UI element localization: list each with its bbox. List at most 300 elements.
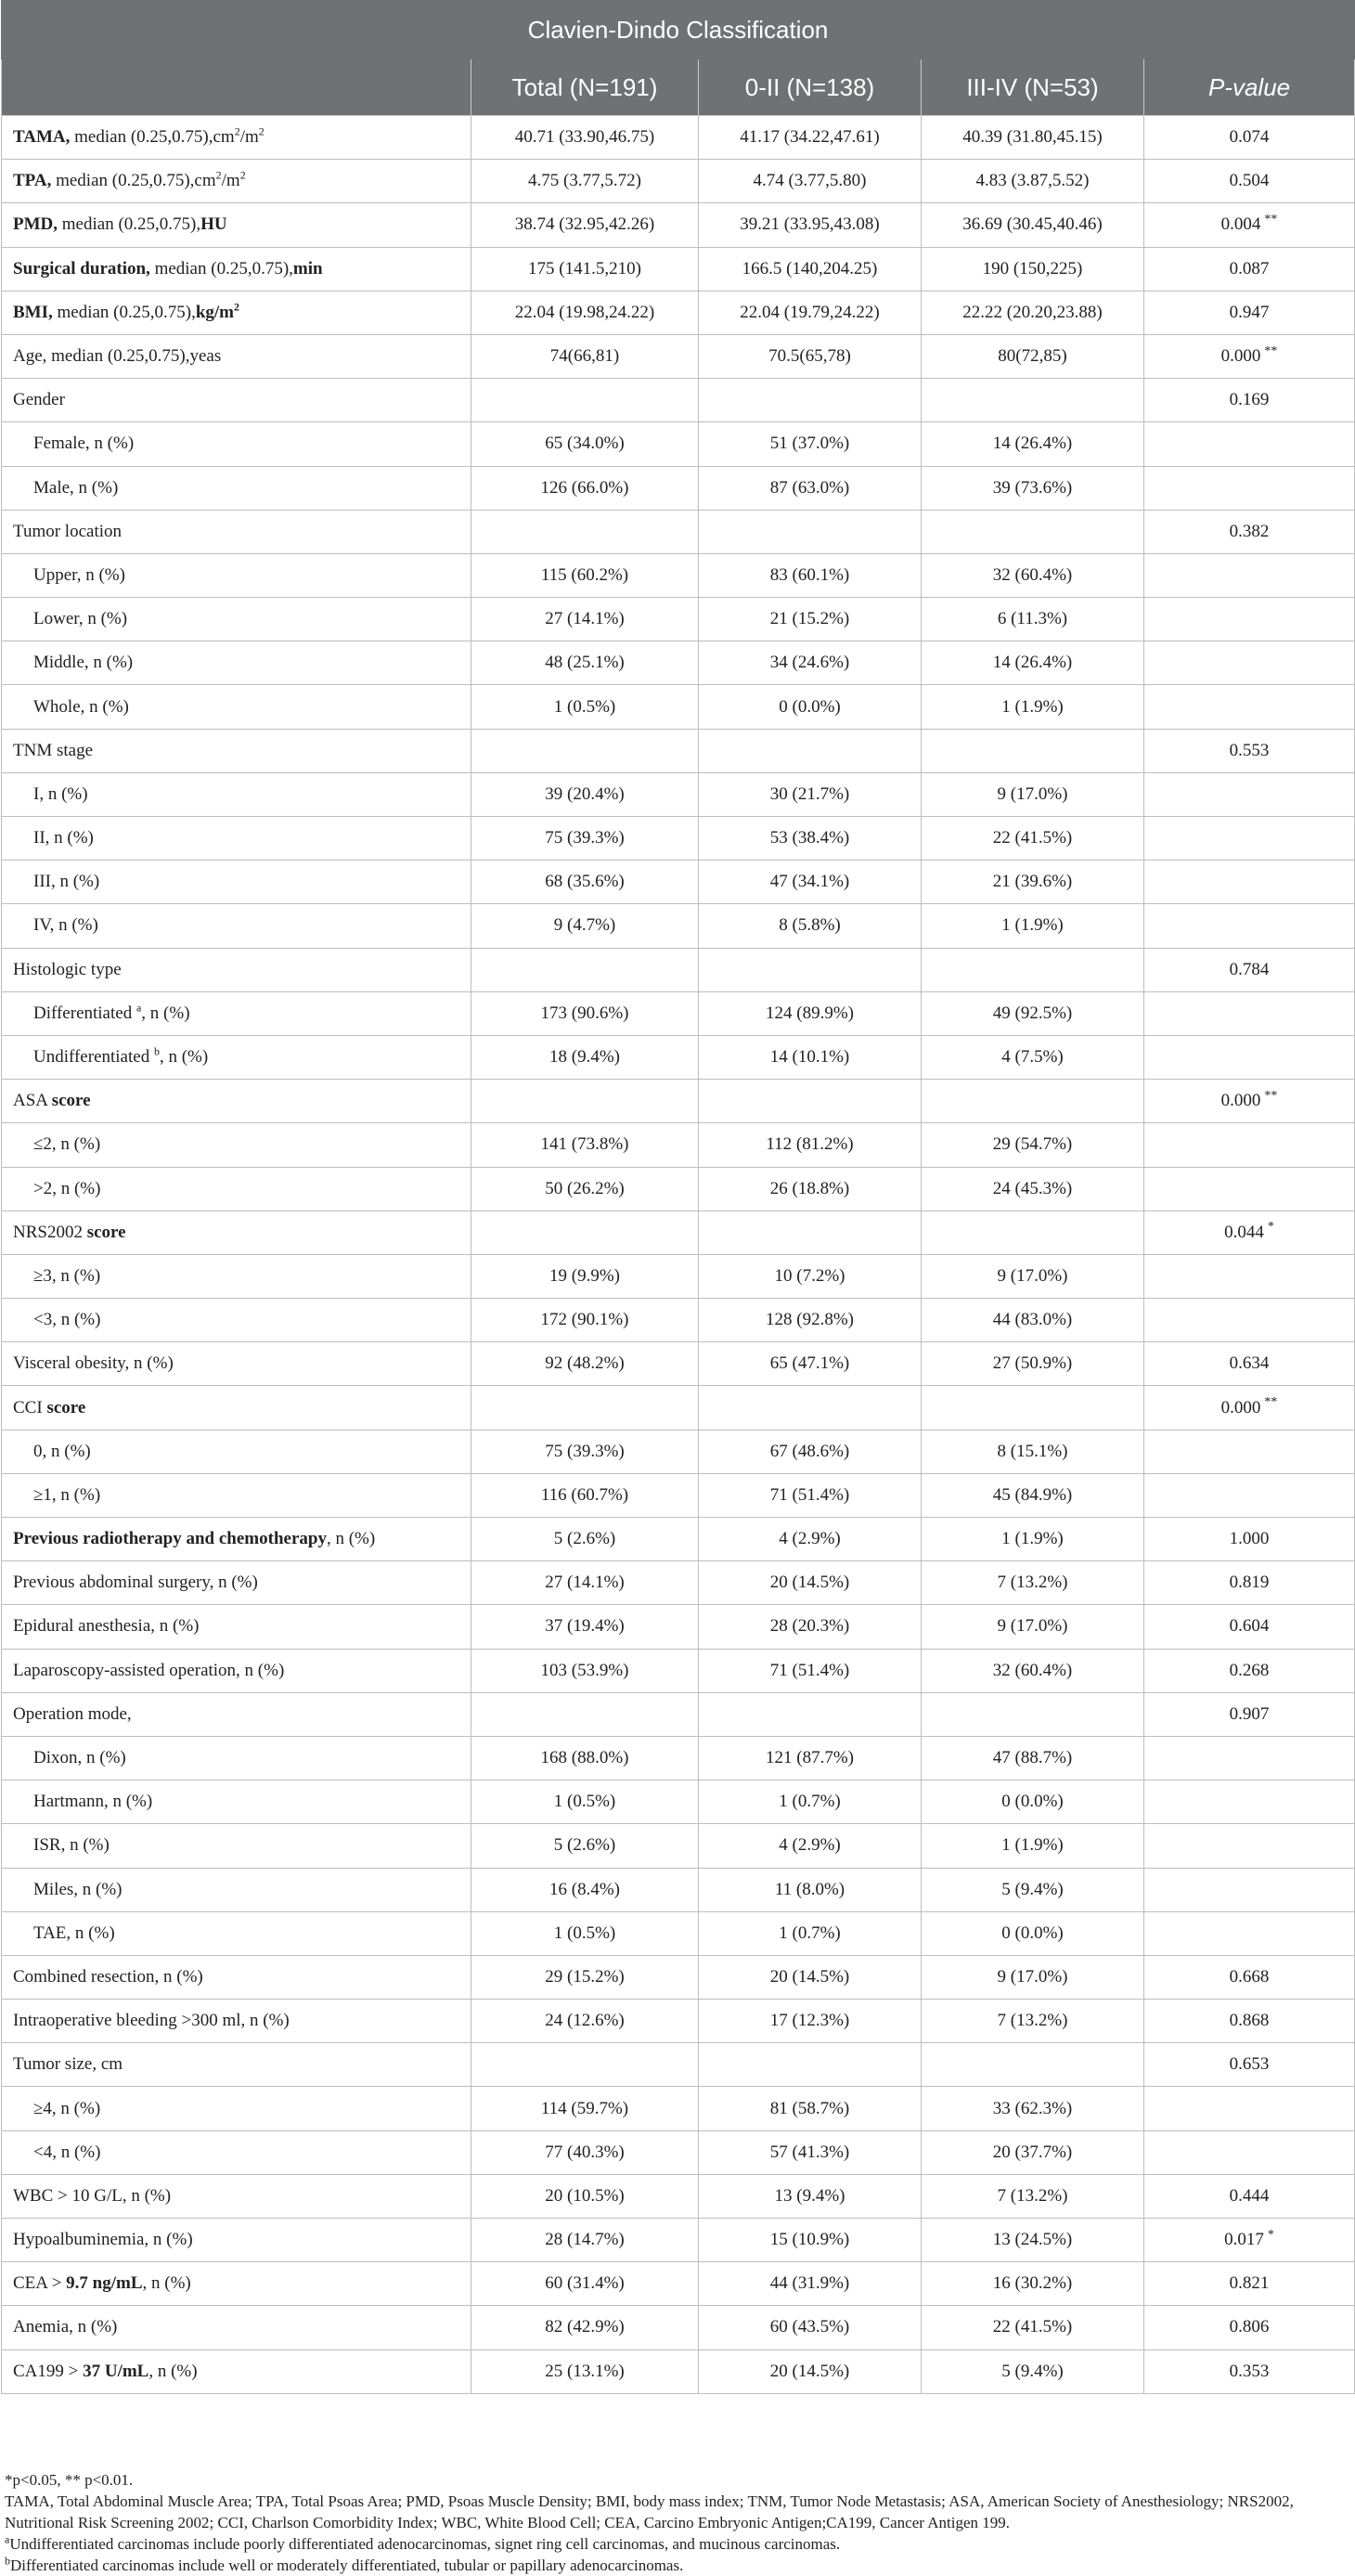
table-row: [2, 685, 1355, 729]
cell-grade-iii-iv: 4 (7.5%): [922, 1035, 1144, 1079]
label-text: 9.7 ng/mL: [66, 2273, 143, 2294]
cell-grade-0-ii: 71 (51.4%): [699, 1473, 922, 1517]
cell-grade-iii-iv: 21 (39.6%): [922, 861, 1144, 904]
cell-p-value: [1144, 1299, 1355, 1342]
p-value-text: 0.000: [1220, 346, 1261, 367]
cell-grade-0-ii: 1 (0.7%): [699, 1911, 922, 1955]
label-text: Hartmann, n (%): [33, 1792, 153, 1812]
cell-p-value: [1144, 2219, 1355, 2262]
cell-grade-iii-iv: 32 (60.4%): [922, 1649, 1144, 1692]
table-row: [2, 291, 1355, 334]
table-row: [2, 2349, 1355, 2393]
cell-p-value: [1144, 466, 1355, 510]
cell-total: 5 (2.6%): [471, 1518, 699, 1561]
label-text: /m: [221, 171, 240, 191]
cell-p-value: [1144, 422, 1355, 466]
cell-p-value: [1144, 553, 1355, 597]
cell-p-value: [1144, 1605, 1355, 1649]
label-text: Epidural anesthesia, n (%): [13, 1616, 200, 1637]
column-header-p-value: P-value: [1144, 59, 1355, 116]
cell-grade-0-ii: 83 (60.1%): [699, 553, 922, 597]
row-label: [2, 1518, 471, 1561]
row-label: [2, 116, 471, 160]
cell-p-value: [1144, 1911, 1355, 1955]
label-text: TNM stage: [13, 740, 94, 760]
table-row: [2, 729, 1355, 772]
cell-total: [471, 948, 699, 991]
p-value-text: 0.382: [1229, 521, 1270, 541]
cell-grade-0-ii: 17 (12.3%): [699, 2000, 922, 2043]
table-row: [2, 1824, 1355, 1868]
cell-grade-iii-iv: 22.22 (20.20,23.88): [922, 291, 1144, 334]
cell-total: 175 (141.5,210): [471, 247, 699, 291]
row-label: [2, 904, 471, 948]
cell-grade-0-ii: 1 (0.7%): [699, 1780, 922, 1824]
row-label: [2, 685, 471, 729]
label-text: Gender: [13, 390, 65, 410]
p-value-text: 0.044: [1224, 1222, 1264, 1242]
cell-p-value: [1144, 203, 1355, 247]
label-text: , n (%): [326, 1529, 376, 1549]
table-row: [2, 1299, 1355, 1342]
row-label: [2, 1868, 471, 1911]
column-header-grade-iii-iv: III-IV (N=53): [922, 59, 1144, 116]
cell-grade-iii-iv: 47 (88.7%): [922, 1736, 1144, 1780]
significance-marker: **: [1264, 1088, 1278, 1103]
cell-p-value: [1144, 116, 1355, 160]
significance-marker: **: [1264, 213, 1278, 227]
p-value-text: 0.000: [1220, 1091, 1261, 1111]
table-row: [2, 1868, 1355, 1911]
cell-grade-0-ii: 65 (47.1%): [699, 1342, 922, 1386]
p-value-text: 0.353: [1229, 2361, 1270, 2381]
cell-p-value: [1144, 685, 1355, 729]
table-row: [2, 334, 1355, 378]
row-label: [2, 948, 471, 991]
cell-grade-iii-iv: 7 (13.2%): [922, 1561, 1144, 1605]
cell-grade-iii-iv: [922, 948, 1144, 991]
label-text: Operation mode,: [13, 1703, 132, 1724]
cell-total: 82 (42.9%): [471, 2306, 699, 2349]
cell-grade-iii-iv: [922, 729, 1144, 772]
cell-p-value: [1144, 510, 1355, 553]
label-text: ≥3, n (%): [33, 1265, 101, 1286]
table-row: [2, 116, 1355, 160]
p-value-text: 0.653: [1229, 2054, 1270, 2075]
cell-p-value: [1144, 1254, 1355, 1298]
label-text: Histologic type: [13, 959, 122, 979]
table-row: [2, 2087, 1355, 2130]
p-value-text: 0.947: [1229, 302, 1270, 322]
label-text: ISR, n (%): [33, 1835, 110, 1856]
cell-grade-0-ii: 21 (15.2%): [699, 598, 922, 641]
cell-grade-iii-iv: 39 (73.6%): [922, 466, 1144, 510]
cell-grade-iii-iv: 13 (24.5%): [922, 2219, 1144, 2262]
cell-total: 48 (25.1%): [471, 641, 699, 685]
cell-grade-0-ii: 4 (2.9%): [699, 1518, 922, 1561]
table-row: [2, 1605, 1355, 1649]
cell-grade-iii-iv: 36.69 (30.45,40.46): [922, 203, 1144, 247]
label-text: median (0.25,0.75),cm: [51, 171, 216, 191]
cell-total: 24 (12.6%): [471, 2000, 699, 2043]
cell-p-value: [1144, 1561, 1355, 1605]
cell-grade-0-ii: 22.04 (19.79,24.22): [699, 291, 922, 334]
cell-p-value: [1144, 247, 1355, 291]
cell-total: 126 (66.0%): [471, 466, 699, 510]
label-text: Age, median (0.25,0.75),yeas: [13, 346, 222, 367]
label-text: score: [46, 1397, 86, 1417]
row-label: [2, 1123, 471, 1167]
cell-grade-iii-iv: [922, 1210, 1144, 1254]
cell-total: 27 (14.1%): [471, 598, 699, 641]
clinical-table-figure: [1, 0, 1354, 2574]
label-superscript: a: [136, 1001, 142, 1015]
cell-grade-iii-iv: 33 (62.3%): [922, 2087, 1144, 2130]
cell-total: 173 (90.6%): [471, 991, 699, 1035]
footnote-b: $^b$Differentiated carcinomas include well or moderately differentiated, tubular or papillary adenocarcinomas.: [5, 2554, 684, 2574]
table-row: [2, 466, 1355, 510]
cell-total: 40.71 (33.90,46.75): [471, 116, 699, 160]
cell-grade-iii-iv: 29 (54.7%): [922, 1123, 1144, 1167]
cell-grade-iii-iv: 9 (17.0%): [922, 1605, 1144, 1649]
cell-grade-0-ii: [699, 948, 922, 991]
label-text: Intraoperative bleeding >300 ml, n (%): [13, 2011, 290, 2031]
label-text: Dixon, n (%): [33, 1748, 126, 1768]
row-label: [2, 2349, 471, 2393]
table-row: [2, 1780, 1355, 1824]
cell-total: 38.74 (32.95,42.26): [471, 203, 699, 247]
table-row: [2, 203, 1355, 247]
table-row: [2, 1911, 1355, 1955]
cell-grade-0-ii: 34 (24.6%): [699, 641, 922, 685]
cell-grade-iii-iv: 0 (0.0%): [922, 1911, 1144, 1955]
cell-p-value: [1144, 598, 1355, 641]
row-label: [2, 2219, 471, 2262]
cell-p-value: [1144, 2130, 1355, 2174]
cell-grade-0-ii: [699, 379, 922, 422]
table-row: [2, 861, 1355, 904]
label-text: Male, n (%): [33, 477, 119, 498]
row-label: [2, 553, 471, 597]
table-row: [2, 817, 1355, 861]
label-superscript: 2: [258, 124, 265, 138]
label-text: Tumor location: [13, 521, 122, 541]
p-value-text: 0.604: [1229, 1616, 1270, 1637]
cell-grade-iii-iv: 7 (13.2%): [922, 2000, 1144, 2043]
table-row: [2, 2043, 1355, 2087]
cell-total: 116 (60.7%): [471, 1473, 699, 1517]
label-text: PMD,: [13, 214, 58, 235]
cell-p-value: [1144, 1123, 1355, 1167]
cell-grade-iii-iv: 5 (9.4%): [922, 2349, 1144, 2393]
cell-grade-iii-iv: 49 (92.5%): [922, 991, 1144, 1035]
cell-grade-0-ii: 13 (9.4%): [699, 2174, 922, 2218]
cell-grade-0-ii: 8 (5.8%): [699, 904, 922, 948]
cell-grade-iii-iv: 80(72,85): [922, 334, 1144, 378]
row-label: [2, 1080, 471, 1123]
cell-p-value: [1144, 1430, 1355, 1473]
cell-p-value: [1144, 1868, 1355, 1911]
table-row: [2, 1035, 1355, 1079]
row-label: [2, 203, 471, 247]
table-row: [2, 553, 1355, 597]
label-superscript: b: [153, 1044, 160, 1058]
label-text: Miles, n (%): [33, 1879, 123, 1899]
cell-grade-0-ii: 44 (31.9%): [699, 2262, 922, 2306]
cell-grade-0-ii: 41.17 (34.22,47.61): [699, 116, 922, 160]
table-row: [2, 1080, 1355, 1123]
label-text: Hypoalbuminemia, n (%): [13, 2230, 193, 2250]
cell-grade-iii-iv: 0 (0.0%): [922, 1780, 1144, 1824]
row-label: [2, 1692, 471, 1736]
table-row: [2, 1518, 1355, 1561]
label-text: Tumor size, cm: [13, 2054, 123, 2075]
p-value-text: 0.074: [1229, 127, 1270, 148]
cell-total: 5 (2.6%): [471, 1824, 699, 1868]
table-row: [2, 2130, 1355, 2174]
cell-grade-iii-iv: 7 (13.2%): [922, 2174, 1144, 2218]
p-value-text: 0.868: [1229, 2011, 1270, 2031]
cell-grade-iii-iv: 4.83 (3.87,5.52): [922, 160, 1144, 203]
column-header-label: [2, 59, 471, 116]
label-text: HU: [200, 214, 227, 235]
cell-p-value: [1144, 817, 1355, 861]
cell-grade-iii-iv: 1 (1.9%): [922, 904, 1144, 948]
label-text: median (0.25,0.75),: [58, 214, 201, 235]
cell-total: 141 (73.8%): [471, 1123, 699, 1167]
cell-grade-iii-iv: [922, 1692, 1144, 1736]
cell-grade-0-ii: 112 (81.2%): [699, 1123, 922, 1167]
table-row: [2, 1649, 1355, 1692]
label-text: III, n (%): [33, 872, 100, 892]
significance-marker: *: [1267, 1220, 1274, 1235]
footnote-a: $^a$Undifferentiated carcinomas include poorly differentiated adenocarcinomas, signet ring cell carcinomas, and mucinous carcinomas.: [5, 2532, 841, 2553]
cell-total: 1 (0.5%): [471, 1911, 699, 1955]
row-label: [2, 247, 471, 291]
cell-grade-iii-iv: [922, 2043, 1144, 2087]
cell-p-value: [1144, 1167, 1355, 1210]
label-text: , n (%): [142, 2273, 191, 2294]
cell-grade-0-ii: [699, 2043, 922, 2087]
table-body: [2, 116, 1355, 2394]
table-row: [2, 598, 1355, 641]
cell-grade-iii-iv: [922, 379, 1144, 422]
cell-total: 1 (0.5%): [471, 1780, 699, 1824]
cell-total: 50 (26.2%): [471, 1167, 699, 1210]
cell-p-value: [1144, 2043, 1355, 2087]
cell-grade-iii-iv: 27 (50.9%): [922, 1342, 1144, 1386]
row-label: [2, 641, 471, 685]
row-label: [2, 2130, 471, 2174]
row-label: [2, 1299, 471, 1342]
cell-p-value: [1144, 291, 1355, 334]
cell-grade-0-ii: [699, 510, 922, 553]
table-row: [2, 1736, 1355, 1780]
row-label: [2, 1605, 471, 1649]
label-text: median (0.25,0.75),: [149, 258, 293, 278]
label-superscript: 2: [234, 300, 240, 314]
cell-total: 68 (35.6%): [471, 861, 699, 904]
cell-total: [471, 510, 699, 553]
cell-grade-0-ii: 14 (10.1%): [699, 1035, 922, 1079]
cell-total: 168 (88.0%): [471, 1736, 699, 1780]
p-value-text: 0.907: [1229, 1703, 1270, 1724]
cell-p-value: [1144, 1386, 1355, 1430]
row-label: [2, 2043, 471, 2087]
cell-p-value: [1144, 991, 1355, 1035]
cell-grade-iii-iv: 40.39 (31.80,45.15): [922, 116, 1144, 160]
p-value-text: 0.444: [1229, 2185, 1270, 2206]
row-label: [2, 2087, 471, 2130]
cell-total: 1 (0.5%): [471, 685, 699, 729]
label-superscript: 2: [239, 168, 246, 182]
label-text: Previous abdominal surgery, n (%): [13, 1573, 258, 1593]
table-row: [2, 2306, 1355, 2349]
cell-grade-0-ii: 121 (87.7%): [699, 1736, 922, 1780]
row-label: [2, 729, 471, 772]
row-label: [2, 1254, 471, 1298]
cell-grade-0-ii: 128 (92.8%): [699, 1299, 922, 1342]
cell-total: 65 (34.0%): [471, 422, 699, 466]
cell-grade-0-ii: 11 (8.0%): [699, 1868, 922, 1911]
cell-total: 16 (8.4%): [471, 1868, 699, 1911]
label-text: ≥1, n (%): [33, 1484, 101, 1505]
cell-p-value: [1144, 1342, 1355, 1386]
table-row: [2, 641, 1355, 685]
cell-grade-0-ii: 20 (14.5%): [699, 2349, 922, 2393]
cell-grade-0-ii: 47 (34.1%): [699, 861, 922, 904]
p-value-text: 0.806: [1229, 2317, 1270, 2337]
label-text: min: [292, 258, 323, 278]
p-value-text: 0.668: [1229, 1966, 1270, 1987]
cell-p-value: [1144, 160, 1355, 203]
p-value-text: 0.004: [1220, 214, 1261, 235]
clavien-dindo-table: [1, 0, 1355, 2394]
row-label: [2, 1430, 471, 1473]
p-value-text: 1.000: [1229, 1529, 1270, 1549]
cell-grade-0-ii: [699, 1386, 922, 1430]
p-value-text: 0.017: [1224, 2230, 1264, 2250]
cell-p-value: [1144, 1518, 1355, 1561]
table-row: [2, 1430, 1355, 1473]
row-label: [2, 1473, 471, 1517]
row-label: [2, 2262, 471, 2306]
cell-total: [471, 379, 699, 422]
cell-grade-0-ii: 71 (51.4%): [699, 1649, 922, 1692]
p-value-text: 0.634: [1229, 1353, 1270, 1374]
p-value-text: 0.821: [1229, 2273, 1270, 2294]
cell-p-value: [1144, 861, 1355, 904]
label-text: >2, n (%): [33, 1178, 101, 1198]
cell-total: [471, 1080, 699, 1123]
row-label: [2, 1342, 471, 1386]
table-row: [2, 2219, 1355, 2262]
cell-grade-iii-iv: 9 (17.0%): [922, 1254, 1144, 1298]
cell-grade-iii-iv: 1 (1.9%): [922, 1824, 1144, 1868]
label-text: CCI: [13, 1397, 47, 1417]
label-text: TAE, n (%): [33, 1922, 115, 1943]
cell-grade-0-ii: 51 (37.0%): [699, 422, 922, 466]
row-label: [2, 1780, 471, 1824]
cell-p-value: [1144, 2262, 1355, 2306]
p-value-text: 0.268: [1229, 1660, 1270, 1680]
label-text: Upper, n (%): [33, 564, 125, 585]
row-label: [2, 334, 471, 378]
cell-p-value: [1144, 379, 1355, 422]
cell-total: 60 (31.4%): [471, 2262, 699, 2306]
cell-grade-iii-iv: 190 (150,225): [922, 247, 1144, 291]
cell-grade-0-ii: [699, 1080, 922, 1123]
label-text: , n (%): [148, 2361, 198, 2381]
cell-total: 22.04 (19.98,24.22): [471, 291, 699, 334]
cell-grade-0-ii: 39.21 (33.95,43.08): [699, 203, 922, 247]
cell-p-value: [1144, 1736, 1355, 1780]
row-label: [2, 1824, 471, 1868]
cell-p-value: [1144, 641, 1355, 685]
table-row: [2, 991, 1355, 1035]
cell-grade-iii-iv: 14 (26.4%): [922, 422, 1144, 466]
label-text: <3, n (%): [33, 1310, 101, 1330]
row-label: [2, 817, 471, 861]
cell-total: [471, 2043, 699, 2087]
cell-p-value: [1144, 1824, 1355, 1868]
table-row: [2, 772, 1355, 816]
footnote-abbreviations: TAMA, Total Abdominal Muscle Area; TPA, Total Psoas Area; PMD, Psoas Muscle Density; BMI, body mass index; TNM, Tumor Node Metastasis; ASA, American Society of Anesthesiology; NRS2002, Nutritional Risk Screening 2002; CCI, Charlson Comorbidity Index; WBC, White Blood Cell; CEA, Carcino Embryonic Antigen;CA199, Cancer Antigen 199.: [5, 2492, 1294, 2531]
row-label: [2, 510, 471, 553]
cell-grade-0-ii: 30 (21.7%): [699, 772, 922, 816]
label-text: Laparoscopy-assisted operation, n (%): [13, 1660, 285, 1680]
cell-p-value: [1144, 948, 1355, 991]
table-row: [2, 379, 1355, 422]
cell-grade-iii-iv: 1 (1.9%): [922, 1518, 1144, 1561]
p-value-text: 0.000: [1220, 1397, 1261, 1417]
table-row: [2, 904, 1355, 948]
table-row: [2, 1342, 1355, 1386]
cell-p-value: [1144, 2306, 1355, 2349]
cell-grade-iii-iv: 1 (1.9%): [922, 685, 1144, 729]
cell-grade-0-ii: 4 (2.9%): [699, 1824, 922, 1868]
label-text: <4, n (%): [33, 2142, 101, 2162]
label-text: NRS2002: [13, 1222, 87, 1242]
label-text: TPA,: [13, 171, 52, 191]
table-row: [2, 1561, 1355, 1605]
cell-total: [471, 1692, 699, 1736]
column-header-total: Total (N=191): [471, 59, 699, 116]
cell-p-value: [1144, 2349, 1355, 2393]
p-value-text: 0.087: [1229, 258, 1270, 278]
label-text: CA199 >: [13, 2361, 84, 2381]
cell-grade-iii-iv: 16 (30.2%): [922, 2262, 1144, 2306]
table-row: [2, 1955, 1355, 1999]
cell-p-value: [1144, 2087, 1355, 2130]
cell-grade-0-ii: 124 (89.9%): [699, 991, 922, 1035]
row-label: [2, 991, 471, 1035]
label-text: I, n (%): [33, 783, 88, 804]
label-text: , n (%): [141, 1003, 190, 1023]
cell-total: 9 (4.7%): [471, 904, 699, 948]
label-text: Whole, n (%): [33, 696, 129, 717]
cell-total: 27 (14.1%): [471, 1561, 699, 1605]
cell-total: [471, 729, 699, 772]
row-label: [2, 861, 471, 904]
cell-p-value: [1144, 1080, 1355, 1123]
table-row: [2, 948, 1355, 991]
cell-total: 75 (39.3%): [471, 817, 699, 861]
label-text: score: [86, 1222, 126, 1242]
cell-p-value: [1144, 1473, 1355, 1517]
cell-grade-0-ii: 81 (58.7%): [699, 2087, 922, 2130]
cell-total: 29 (15.2%): [471, 1955, 699, 1999]
